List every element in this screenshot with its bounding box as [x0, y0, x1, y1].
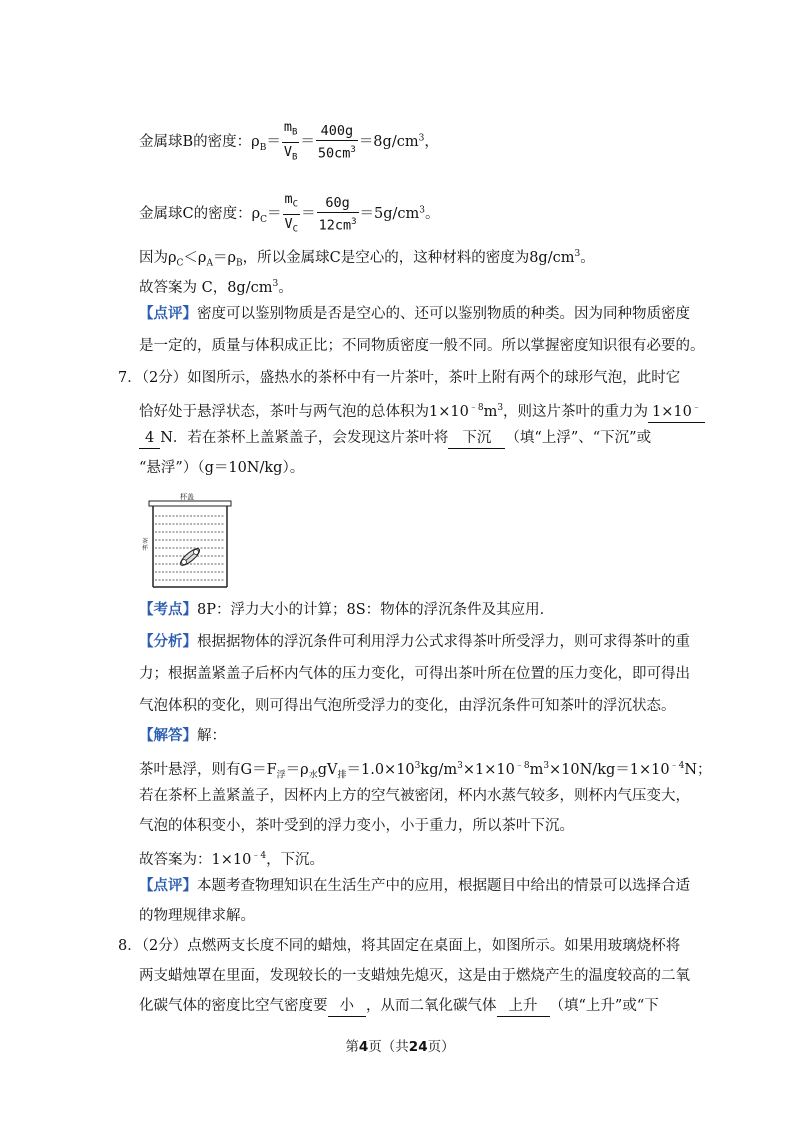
- teacup-figure: [140, 491, 240, 591]
- fenxi-line-3: 气泡体积的变化，则可得出气泡所受浮力的变化，由浮沉条件可知茶叶的浮沉状态。: [139, 698, 676, 714]
- answer-blank-rise: 上升: [497, 996, 550, 1017]
- density-c-line: 金属球C的密度：$\rho_C=$ $\frac{m_C}{V_C}$ ＝ $\frac{60g}{12cm^3}$ $=5g/cm^3$。: [139, 190, 440, 238]
- question-7-line-1: 7．（2分）如图所示，盛热水的茶杯中有一片茶叶，茶叶上附有两个的球形气泡，此时它: [118, 370, 681, 386]
- question-8-line-2: 两支蜡烛罩在里面，发现较长的一支蜡烛先熄灭，这是由于燃烧产生的温度较高的二氧: [139, 968, 690, 984]
- kaodian-tag: 【考点】: [139, 601, 197, 618]
- jieda-line: 【解答】解：: [139, 727, 226, 744]
- answer-blank-gravity-cont: 4: [139, 428, 160, 449]
- solution-line-3: 气泡的体积变小，茶叶受到的浮力变小，小于重力，所以茶叶下沉。: [139, 818, 574, 834]
- solution-line-1: 茶叶悬浮，则有$G=F_浮=\rho_水gV_排=1.0\times 10^3kg/m^3\times 1\times 10^{﹣8}m^3\times 10N/kg=1\times 10^{﹣4}N$；: [139, 761, 712, 781]
- question-8-line-3: 化碳气体的密度比空气密度要 小 ，从而二氧化碳气体 上升 （填“上升”或“下: [139, 996, 659, 1017]
- page-total: 24: [408, 1039, 428, 1055]
- page-footer: 第4页（共24页）: [345, 1039, 455, 1055]
- question-7-line-4: “悬浮”）（g＝10N/kg）。: [139, 460, 305, 476]
- cup-label-char-2: 杯: [142, 545, 149, 552]
- review-6-line-1: 【点评】密度可以鉴别物质是否是空心的、还可以鉴别物质的种类。因为同种物质密度: [139, 305, 690, 322]
- fraction-mb-vb: $\frac{m_B}{V_B}$: [283, 119, 298, 163]
- answer-blank-density: 小: [328, 996, 367, 1017]
- cup-label-char-1: 茶: [142, 538, 149, 545]
- fraction-400g-50cm3: $\frac{400g}{50cm^3}$: [317, 122, 356, 162]
- kaodian-line: 【考点】8P：浮力大小的计算；8S：物体的浮沉条件及其应用．: [139, 601, 555, 618]
- review-tag: 【点评】: [139, 877, 197, 894]
- answer-blank-gravity: 1×10﹣: [648, 398, 705, 423]
- review-tag: 【点评】: [139, 305, 197, 322]
- solution-line-2: 若在茶杯上盖紧盖子，因杯内上方的空气被密闭，杯内水蒸气较多，则杯内气压变大，: [139, 788, 690, 804]
- fenxi-line-1: 【分析】根据据物体的浮沉条件可利用浮力公式求得茶叶所受浮力，则可求得茶叶的重: [139, 633, 690, 650]
- bubble-icon: [194, 550, 199, 555]
- fraction-60g-12cm3: $\frac{60g}{12cm^3}$: [318, 194, 357, 234]
- lid-label: 杯盖: [180, 493, 194, 501]
- question-8-line-1: 8．（2分）点燃两支长度不同的蜡烛，将其固定在桌面上，如图所示。如果用玻璃烧杯将: [118, 938, 681, 954]
- page-number: 4: [358, 1039, 369, 1055]
- fenxi-line-2: 力；根据盖紧盖子后杯内气体的压力变化，可得出茶叶所在位置的压力变化，即可得出: [139, 666, 690, 682]
- fraction-mc-vc: $\frac{m_C}{V_C}$: [284, 191, 299, 235]
- answer-blank-sink: 下沉: [448, 428, 505, 449]
- answer-7: 故答案为：$1\times 10^{﹣4}$，下沉。: [139, 851, 325, 868]
- tea-leaf: [178, 546, 202, 568]
- because-line: 因为$\rho_C<\rho_A=\rho_B$，所以金属球C是空心的，这种材料的密度为$8g/cm^3$。: [139, 249, 595, 269]
- review-6-line-2: 是一定的，质量与体积成正比；不同物质密度一般不同。所以掌握密度知识很有必要的。: [139, 338, 705, 354]
- bubble-icon: [182, 560, 187, 565]
- question-7-line-2: 恰好处于悬浮状态，茶叶与两气泡的总体积为$1\times 10^{﹣8}m^3$，则这片茶叶的重力为1×10﹣: [139, 398, 705, 423]
- density-b-line: 金属球B的密度：$\rho_B=$ $\frac{m_B}{V_B}$ ＝ $\frac{400g}{50cm^3}$ $=8g/cm^3$，: [139, 118, 439, 166]
- question-7-line-3: 4 N．若在茶杯上盖紧盖子，会发现这片茶叶将 下沉 （填“上浮”、“下沉”或: [139, 428, 651, 449]
- fenxi-tag: 【分析】: [139, 633, 197, 650]
- review-7-line-1: 【点评】本题考查物理知识在生活生产中的应用，根据题目中给出的情景可以选择合适: [139, 877, 690, 894]
- jieda-tag: 【解答】: [139, 727, 197, 744]
- answer-6: 故答案为 C，$8g/cm^3$。: [139, 279, 293, 296]
- review-7-line-2: 的物理规律求解。: [139, 908, 255, 924]
